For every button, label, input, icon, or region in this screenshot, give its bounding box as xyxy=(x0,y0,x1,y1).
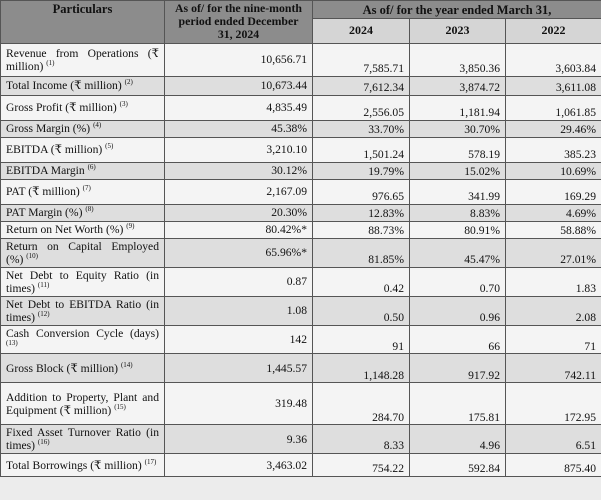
row-label-text: Revenue from Operations (₹ million) xyxy=(6,46,159,73)
row-label-text: Net Debt to EBITDA Ratio (in times) xyxy=(6,297,159,324)
value-2022: 742.11 xyxy=(506,354,601,383)
nine-month-value: 10,656.71 xyxy=(165,43,313,76)
row-label-text: Net Debt to Equity Ratio (in times) xyxy=(6,268,159,295)
table-row xyxy=(1,76,601,95)
row-label xyxy=(1,120,165,137)
row-label xyxy=(1,162,165,179)
value-2024: 1,501.24 xyxy=(313,137,410,162)
table-row xyxy=(1,95,601,120)
value-2024: 81.85% xyxy=(313,238,410,267)
value-2022: 29.46% xyxy=(506,120,601,137)
row-label-text: Gross Profit (₹ million) xyxy=(6,101,117,115)
table-row xyxy=(1,454,601,477)
value-2022: 1.83 xyxy=(506,267,601,296)
value-2023: 341.99 xyxy=(410,179,506,204)
row-label-text: Return on Capital Employed (%) xyxy=(6,239,159,266)
value-2023: 8.83% xyxy=(410,204,506,221)
row-note: (11) xyxy=(37,280,50,289)
row-label xyxy=(1,137,165,162)
row-note: (17) xyxy=(144,458,157,467)
value-2023: 0.96 xyxy=(410,296,506,325)
header-nine-month: As of/ for the nine-month period ended December 31, 2024 xyxy=(165,1,313,44)
value-2022: 10.69% xyxy=(506,162,601,179)
value-2022: 1,061.85 xyxy=(506,95,601,120)
row-note: (3) xyxy=(119,100,128,109)
row-label-text: Fixed Asset Turnover Ratio (in times) xyxy=(6,426,159,453)
value-2024: 976.65 xyxy=(313,179,410,204)
nine-month-value: 1,445.57 xyxy=(165,354,313,383)
row-label-text: EBITDA Margin xyxy=(6,164,85,178)
nine-month-value: 30.12% xyxy=(165,162,313,179)
value-2023: 45.47% xyxy=(410,238,506,267)
table-row xyxy=(1,179,601,204)
header-year-group: As of/ for the year ended March 31, xyxy=(313,1,601,19)
value-2022: 172.95 xyxy=(506,383,601,425)
value-2024: 88.73% xyxy=(313,221,410,238)
value-2022: 385.23 xyxy=(506,137,601,162)
value-2022: 27.01% xyxy=(506,238,601,267)
nine-month-value: 0.87 xyxy=(165,267,313,296)
table-row xyxy=(1,137,601,162)
nine-month-value: 45.38% xyxy=(165,120,313,137)
nine-month-value: 3,463.02 xyxy=(165,454,313,477)
value-2023: 578.19 xyxy=(410,137,506,162)
value-2023: 3,850.36 xyxy=(410,43,506,76)
value-2023: 175.81 xyxy=(410,383,506,425)
value-2024: 8.33 xyxy=(313,425,410,454)
nine-month-value: 2,167.09 xyxy=(165,179,313,204)
nine-month-value: 9.36 xyxy=(165,425,313,454)
row-label xyxy=(1,204,165,221)
value-2024: 12.83% xyxy=(313,204,410,221)
row-note: (7) xyxy=(82,184,91,193)
row-label-text: Total Borrowings (₹ million) xyxy=(6,458,142,472)
value-2023: 80.91% xyxy=(410,221,506,238)
table-row xyxy=(1,238,601,267)
row-label-text: PAT (₹ million) xyxy=(6,185,80,199)
table-row xyxy=(1,383,601,425)
row-label xyxy=(1,238,165,267)
row-label xyxy=(1,43,165,76)
value-2022: 2.08 xyxy=(506,296,601,325)
table-row xyxy=(1,120,601,137)
value-2022: 875.40 xyxy=(506,454,601,477)
nine-month-value: 3,210.10 xyxy=(165,137,313,162)
row-label xyxy=(1,179,165,204)
row-note: (13) xyxy=(6,338,18,347)
row-label xyxy=(1,383,165,425)
table-row xyxy=(1,43,601,76)
row-note: (4) xyxy=(93,121,102,130)
table-row xyxy=(1,325,601,354)
row-label xyxy=(1,296,165,325)
value-2023: 4.96 xyxy=(410,425,506,454)
nine-month-value: 10,673.44 xyxy=(165,76,313,95)
nine-month-value: 1.08 xyxy=(165,296,313,325)
value-2024: 2,556.05 xyxy=(313,95,410,120)
value-2024: 91 xyxy=(313,325,410,354)
table-row xyxy=(1,267,601,296)
row-note: (12) xyxy=(37,309,50,318)
header-year-2024: 2024 xyxy=(313,19,410,43)
row-label xyxy=(1,267,165,296)
row-note: (9) xyxy=(126,222,135,231)
row-label-text: Addition to Property, Plant and Equipment (₹ million) xyxy=(6,391,159,417)
value-2024: 7,585.71 xyxy=(313,43,410,76)
row-note: (1) xyxy=(46,58,55,67)
row-label xyxy=(1,354,165,383)
row-note: (5) xyxy=(105,142,114,151)
value-2023: 3,874.72 xyxy=(410,76,506,95)
row-label-text: Cash Conversion Cycle (days) xyxy=(6,326,159,340)
value-2024: 754.22 xyxy=(313,454,410,477)
row-label xyxy=(1,76,165,95)
value-2022: 4.69% xyxy=(506,204,601,221)
row-label xyxy=(1,425,165,454)
row-label-text: Gross Margin (%) xyxy=(6,122,91,136)
table-row xyxy=(1,425,601,454)
row-note: (10) xyxy=(26,251,38,260)
value-2024: 0.42 xyxy=(313,267,410,296)
value-2023: 917.92 xyxy=(410,354,506,383)
row-note: (2) xyxy=(124,78,133,87)
header-year-2023: 2023 xyxy=(410,19,506,43)
nine-month-value: 4,835.49 xyxy=(165,95,313,120)
row-label-text: Total Income (₹ million) xyxy=(6,79,122,93)
row-note: (15) xyxy=(114,403,126,412)
row-label-text: EBITDA (₹ million) xyxy=(6,143,103,157)
row-label xyxy=(1,325,165,354)
nine-month-value: 142 xyxy=(165,325,313,354)
value-2022: 3,611.08 xyxy=(506,76,601,95)
row-label-text: PAT Margin (%) xyxy=(6,206,83,220)
row-label xyxy=(1,95,165,120)
row-label-text: Gross Block (₹ million) xyxy=(6,361,119,375)
value-2022: 6.51 xyxy=(506,425,601,454)
row-note: (16) xyxy=(37,438,50,447)
table-row xyxy=(1,162,601,179)
nine-month-value: 80.42%* xyxy=(165,221,313,238)
value-2024: 7,612.34 xyxy=(313,76,410,95)
value-2024: 19.79% xyxy=(313,162,410,179)
value-2022: 169.29 xyxy=(506,179,601,204)
table-row xyxy=(1,204,601,221)
table-row xyxy=(1,354,601,383)
nine-month-value: 20.30% xyxy=(165,204,313,221)
nine-month-value: 319.48 xyxy=(165,383,313,425)
value-2023: 30.70% xyxy=(410,120,506,137)
row-note: (14) xyxy=(120,361,133,370)
value-2024: 284.70 xyxy=(313,383,410,425)
row-note: (8) xyxy=(85,205,94,214)
row-label-text: Return on Net Worth (%) xyxy=(6,223,124,237)
value-2022: 71 xyxy=(506,325,601,354)
header-year-2022: 2022 xyxy=(506,19,601,43)
table-row xyxy=(1,221,601,238)
value-2023: 592.84 xyxy=(410,454,506,477)
value-2022: 3,603.84 xyxy=(506,43,601,76)
value-2024: 1,148.28 xyxy=(313,354,410,383)
value-2022: 58.88% xyxy=(506,221,601,238)
row-note: (6) xyxy=(87,163,96,172)
nine-month-value: 65.96%* xyxy=(165,238,313,267)
header-particulars: Particulars xyxy=(1,1,165,44)
value-2024: 0.50 xyxy=(313,296,410,325)
table-row xyxy=(1,296,601,325)
value-2023: 1,181.94 xyxy=(410,95,506,120)
value-2023: 0.70 xyxy=(410,267,506,296)
row-label xyxy=(1,454,165,477)
row-label xyxy=(1,221,165,238)
value-2023: 15.02% xyxy=(410,162,506,179)
value-2024: 33.70% xyxy=(313,120,410,137)
value-2023: 66 xyxy=(410,325,506,354)
